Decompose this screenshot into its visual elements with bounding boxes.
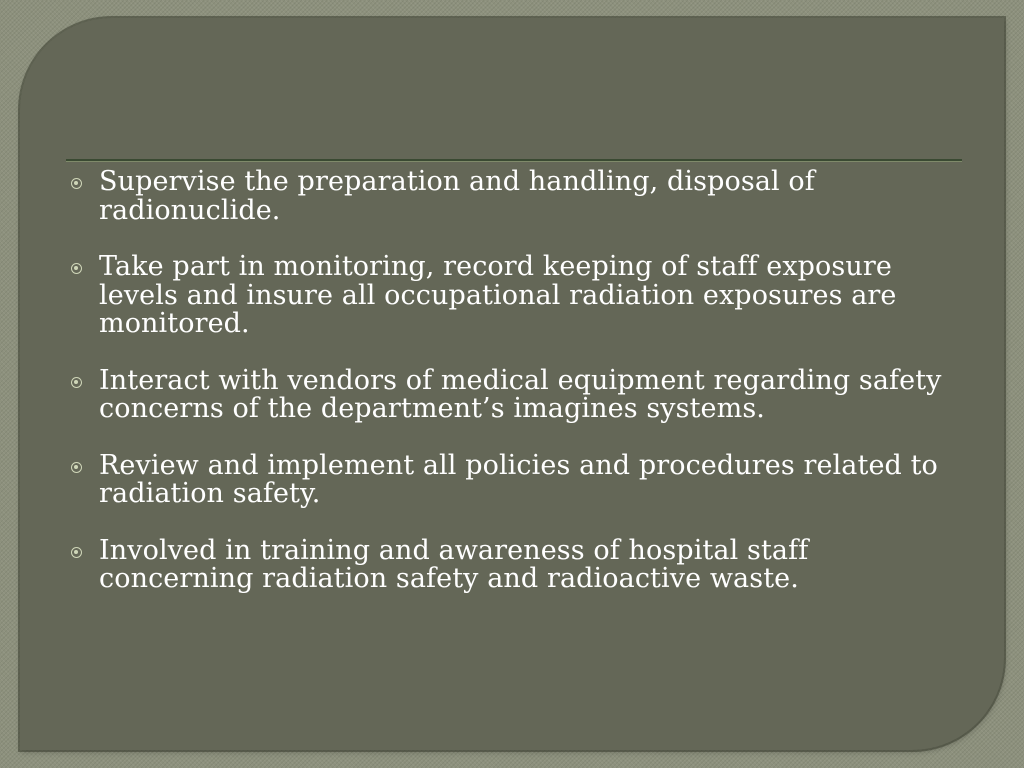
bullet-text: Review and implement all policies and procedures related to radiation safety. xyxy=(99,449,938,509)
bullet-text: Involved in training and awareness of hospital staff concerning radiation safety and radioactive waste. xyxy=(99,534,809,594)
circle-bullet-icon xyxy=(71,462,82,473)
bullet-item xyxy=(66,253,966,339)
circle-bullet-icon xyxy=(71,547,82,558)
bullet-text: Take part in monitoring, record keeping of staff exposure levels and insure all occupational radiation exposures are monitored. xyxy=(99,251,897,339)
bullet-item xyxy=(66,364,966,424)
bullet-text: Interact with vendors of medical equipment regarding safety concerns of the department’s imagines systems. xyxy=(99,364,942,424)
title-divider xyxy=(66,159,962,162)
circle-bullet-icon xyxy=(71,263,82,274)
bullet-item xyxy=(66,168,966,225)
bullet-list xyxy=(66,168,966,622)
circle-bullet-icon xyxy=(71,178,82,189)
bullet-item xyxy=(66,534,966,594)
circle-bullet-icon xyxy=(71,377,82,388)
bullet-item xyxy=(66,449,966,509)
bullet-text: Supervise the preparation and handling, disposal of radionuclide. xyxy=(99,166,815,226)
